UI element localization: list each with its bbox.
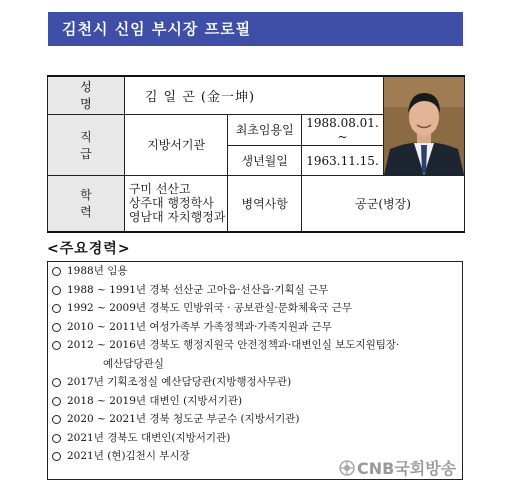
rank-value: 지방서기관 bbox=[124, 114, 228, 176]
circle-bullet-icon bbox=[52, 397, 61, 406]
career-item bbox=[48, 410, 462, 429]
career-list bbox=[47, 261, 463, 480]
career-text: 2018 ~ 2019년 대변인 (지방서기관) bbox=[67, 394, 243, 407]
career-text: 1988년 임용 bbox=[67, 265, 128, 277]
education-item: 구미 선산고 bbox=[128, 182, 191, 197]
career-text: 2010 ~ 2011년 여성가족부 가족정책과·가족지원과 근무 bbox=[67, 320, 332, 333]
watermark-text: CNB국회방송 bbox=[357, 459, 457, 478]
name-value: 김 일 곤 (金一坤) bbox=[124, 76, 383, 114]
career-text: 2021년 (현)김천시 부시장 bbox=[67, 450, 190, 462]
career-item bbox=[48, 318, 462, 337]
career-text: 1988 ~ 1991년 경북 선산군 고아읍·선산읍·기획실 근무 bbox=[67, 283, 329, 296]
first-appointment-cell bbox=[302, 114, 384, 146]
circle-bullet-icon bbox=[52, 286, 61, 295]
first-appointment-value: 1988.08.01. bbox=[306, 115, 379, 130]
career-item bbox=[48, 336, 462, 373]
watermark-logo bbox=[339, 456, 456, 479]
birth-label: 생년월일 bbox=[228, 146, 302, 176]
career-text: 2017년 기획조정실 예산담당관(지방행정사무관) bbox=[67, 376, 292, 388]
career-item bbox=[48, 373, 462, 392]
education-item: 상주대 행정학사 bbox=[128, 196, 214, 211]
career-item bbox=[48, 262, 462, 281]
career-text-continued: 예산담당관실 bbox=[103, 357, 164, 370]
career-item bbox=[48, 429, 462, 448]
career-text: 2021년 경북도 대변인(지방서기관) bbox=[67, 431, 231, 444]
birth-value: 1963.11.15. bbox=[302, 146, 384, 176]
portrait-photo bbox=[384, 77, 464, 175]
circle-bullet-icon bbox=[52, 323, 61, 332]
page-title: 김천시 신임 부시장 프로필 bbox=[48, 12, 463, 46]
military-value: 공군(병장) bbox=[302, 176, 465, 232]
education-label: 학 력 bbox=[48, 176, 125, 232]
career-text: 1992 ~ 2009년 경북도 민방위국 · 공보관실·문화체육국 근무 bbox=[67, 302, 352, 314]
name-label: 성 명 bbox=[48, 76, 125, 114]
rank-label: 직 급 bbox=[48, 114, 125, 176]
circle-bullet-icon bbox=[52, 378, 61, 387]
military-label: 병역사항 bbox=[228, 176, 302, 232]
career-section-title: <주요경력> bbox=[47, 241, 131, 257]
career-item bbox=[48, 299, 462, 318]
circle-bullet-icon bbox=[52, 304, 61, 313]
circle-bullet-icon bbox=[52, 267, 61, 276]
circle-bullet-icon bbox=[52, 452, 61, 461]
circle-bullet-icon bbox=[52, 434, 61, 443]
career-item bbox=[48, 281, 462, 300]
photo-cell bbox=[383, 76, 464, 176]
circle-bullet-icon bbox=[52, 415, 61, 424]
profile-table bbox=[47, 75, 465, 233]
broadcast-emblem-icon bbox=[339, 460, 355, 476]
first-appointment-label: 최초임용일 bbox=[228, 114, 302, 146]
first-appointment-tilde: ~ bbox=[337, 129, 348, 144]
career-text: 2020 ~ 2021년 경북 청도군 부군수 (지방서기관) bbox=[67, 413, 300, 425]
career-item bbox=[48, 392, 462, 411]
circle-bullet-icon bbox=[52, 341, 61, 350]
education-cell bbox=[124, 176, 228, 232]
career-text: 2012 ~ 2016년 경북도 행정지원국 안전정책과·대변인실 보도지원팀장· bbox=[67, 339, 400, 351]
education-item: 영남대 자치행정과 bbox=[128, 210, 226, 225]
